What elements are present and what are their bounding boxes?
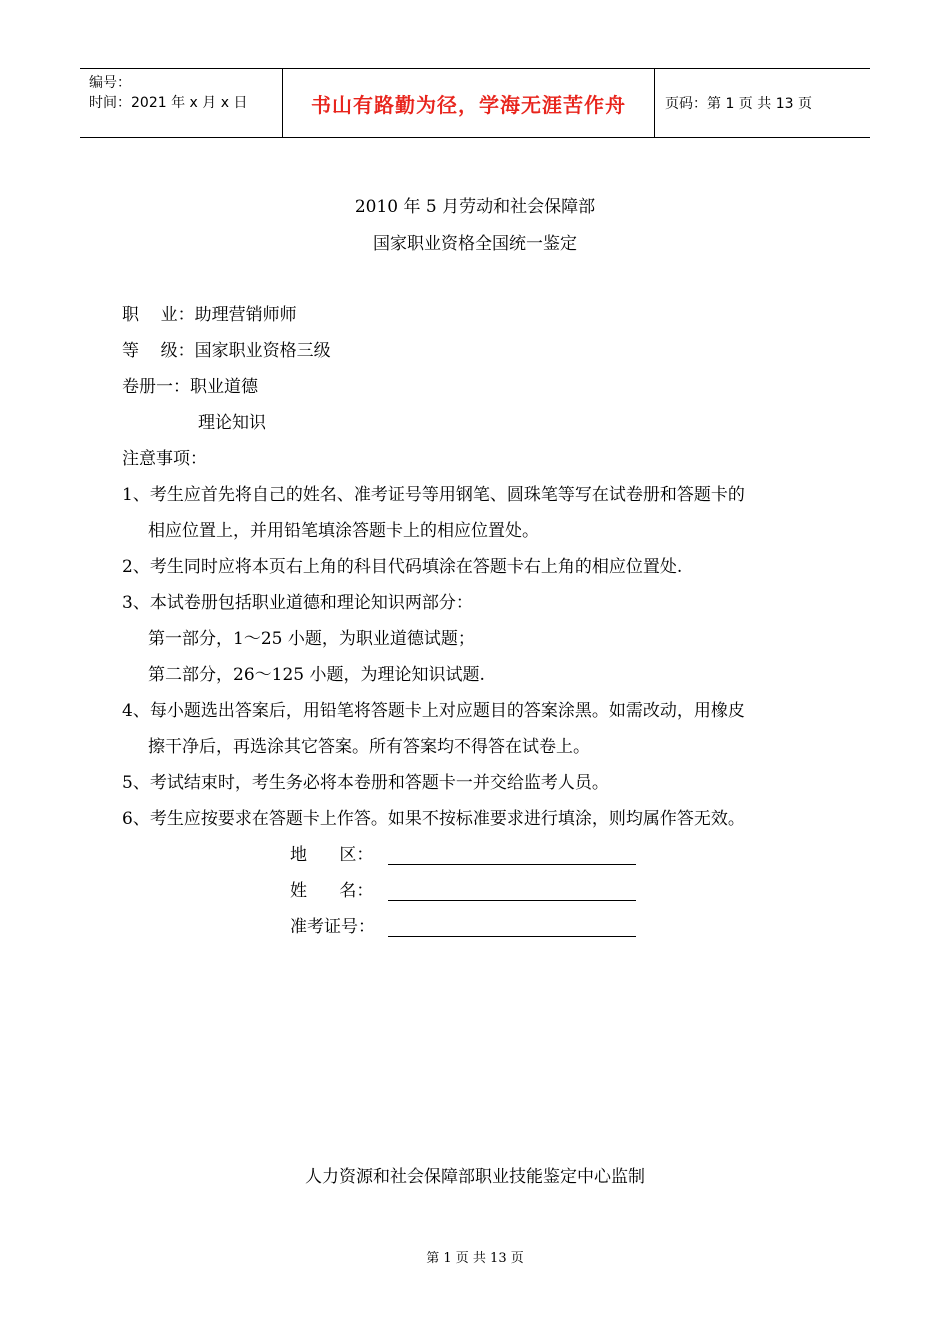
- note-5: 5、考试结束时，考生务必将本卷册和答题卡一并交给监考人员。: [122, 773, 609, 793]
- name-blank[interactable]: [388, 880, 636, 901]
- volume-cont-line: 理论知识: [198, 413, 266, 433]
- title-line-1: 2010 年 5 月劳动和社会保障部: [354, 197, 596, 217]
- note-3a: 第一部分，1～25 小题，为职业道德试题；: [148, 629, 475, 649]
- motto-text: 书山有路勤为径，学海无涯苦作舟: [311, 92, 626, 117]
- document-header: [80, 68, 870, 138]
- note-6: 6、考生应按要求在答题卡上作答。如果不按标准要求进行填涂，则均属作答无效。: [122, 809, 745, 829]
- occupation-line: 职 业：助理营销师师: [122, 305, 297, 325]
- name-label: 姓 名：: [290, 881, 374, 901]
- region-blank[interactable]: [388, 844, 636, 865]
- note-4b: 擦干净后，再选涂其它答案。所有答案均不得答在试卷上。: [148, 737, 590, 757]
- note-1a: 1、考生应首先将自己的姓名、准考证号等用钢笔、圆珠笔等写在试卷册和答题卡的: [122, 485, 745, 505]
- title-line-2: 国家职业资格全国统一鉴定: [373, 234, 577, 254]
- exam-id-label: 准考证号：: [290, 917, 375, 937]
- region-label: 地 区：: [290, 845, 374, 865]
- supervisor-line: 人力资源和社会保障部职业技能鉴定中心监制: [305, 1167, 645, 1187]
- region-field-row: [290, 840, 636, 865]
- header-motto-cell: [282, 69, 655, 137]
- note-1b: 相应位置上，并用铅笔填涂答题卡上的相应位置处。: [148, 521, 539, 541]
- level-line: 等 级：国家职业资格三级: [122, 341, 331, 361]
- note-3b: 第二部分，26～125 小题，为理论知识试题.: [148, 665, 485, 685]
- name-field-row: [290, 876, 636, 901]
- page-info: 页码：第 1 页 共 13 页: [665, 96, 812, 112]
- page-footer: 第 1 页 共 13 页: [426, 1251, 524, 1266]
- note-2: 2、考生同时应将本页右上角的科目代码填涂在答题卡右上角的相应位置处.: [122, 557, 683, 577]
- exam-id-field-row: [290, 912, 636, 937]
- notes-heading: 注意事项：: [122, 449, 207, 469]
- note-3: 3、本试卷册包括职业道德和理论知识两部分：: [122, 593, 473, 613]
- number-label: 编号：: [89, 75, 131, 91]
- volume-line: 卷册一：职业道德: [122, 377, 258, 397]
- header-page-cell: [655, 69, 870, 137]
- time-label: 时间：2021 年 x 月 x 日: [89, 95, 248, 111]
- note-4a: 4、每小题选出答案后，用铅笔将答题卡上对应题目的答案涂黑。如需改动，用橡皮: [122, 701, 745, 721]
- exam-id-blank[interactable]: [388, 916, 636, 937]
- header-left-cell: [80, 69, 282, 137]
